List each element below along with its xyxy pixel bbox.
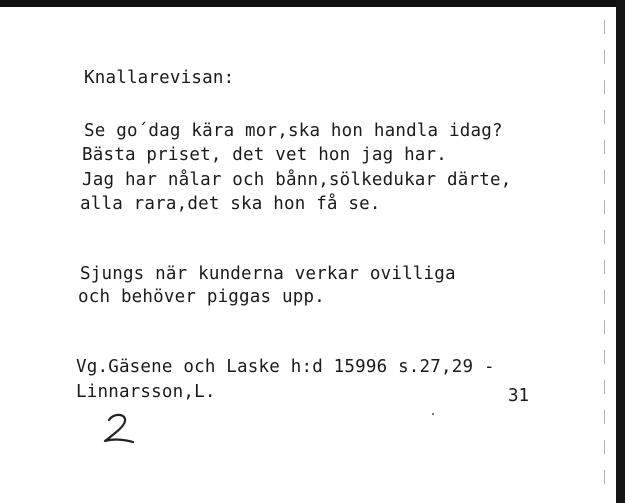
note-line-1: Sjungs när kunderna verkar ovilliga <box>80 264 456 284</box>
scan-top-border <box>0 0 625 7</box>
source-line-2: Linnarsson,L. <box>76 382 216 402</box>
verse-line-2: Bästa priset, det vet hon jag har. <box>82 145 448 165</box>
handwritten-number-mark <box>100 412 138 446</box>
song-title: Knallarevisan: <box>84 68 235 88</box>
archive-card <box>0 7 616 503</box>
scan-right-border <box>616 0 625 503</box>
note-line-2: och behöver piggas upp. <box>78 287 325 307</box>
page-number: 31 <box>508 386 530 406</box>
verse-line-3: Jag har nålar och bånn,sölkedukar därte, <box>82 170 512 190</box>
source-line-1: Vg.Gäsene och Laske h:d 15996 s.27,29 - <box>76 357 495 377</box>
verse-line-4: alla rara,det ska hon få se. <box>80 194 381 214</box>
verse-line-1: Se go´dag kära mor,ska hon handla idag? <box>84 121 503 141</box>
dust-speck <box>432 413 434 415</box>
